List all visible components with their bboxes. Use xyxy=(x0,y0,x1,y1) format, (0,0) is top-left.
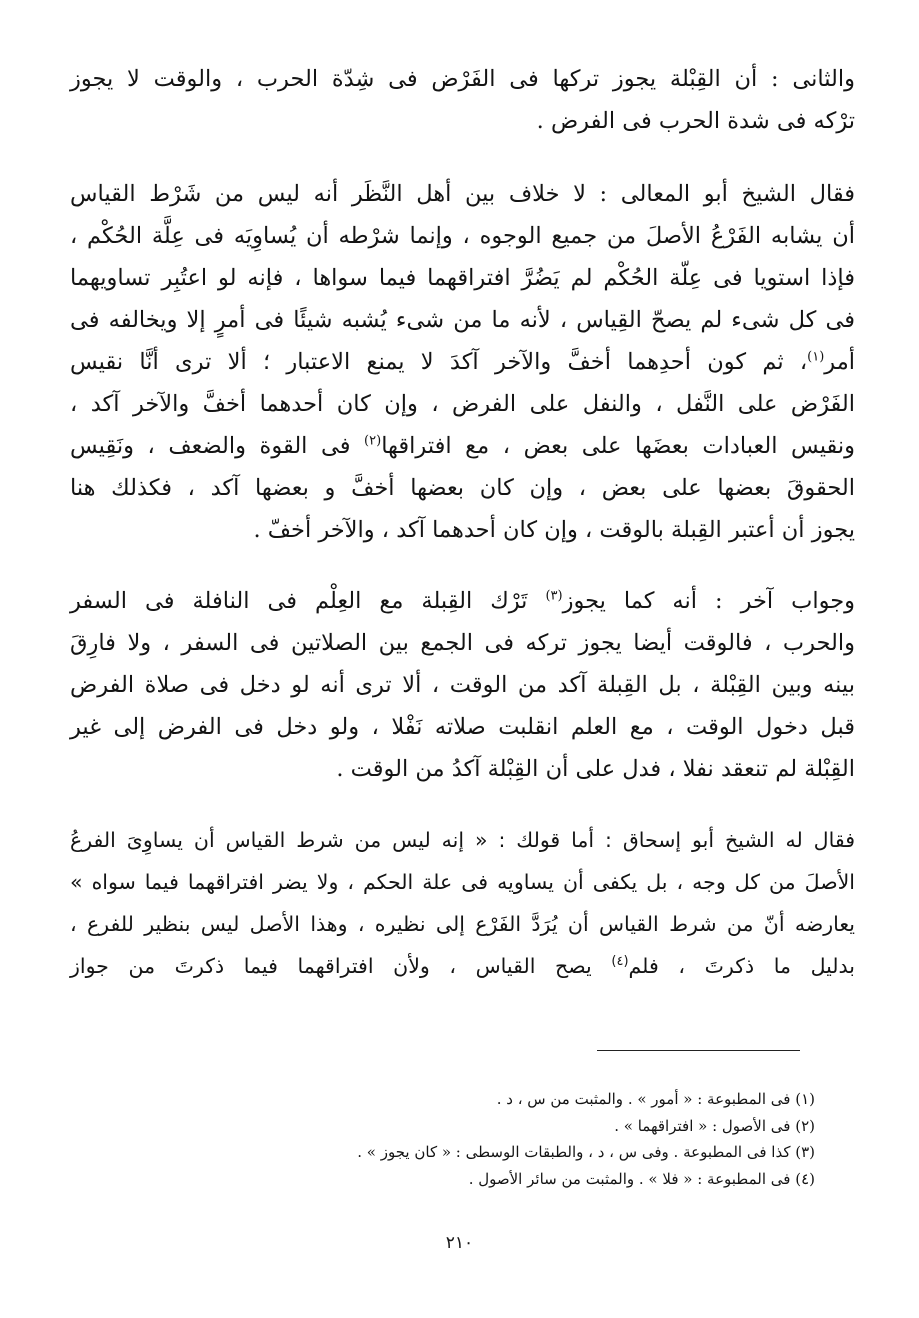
text-line: يجوز أن أعتبر القِبلة بالوقت ، وإن كان أحدهما آكد ، والآخر أخفّ . xyxy=(253,517,855,543)
paragraph-3 xyxy=(70,580,855,790)
text-segment: وجواب آخر : أنه كما يجوز$^{(٣)}$ تَرْك القِبلة مع العِلْم فى النافلة فى السفر xyxy=(70,588,855,614)
text-line: فى كل شىء لم يصحّ القِياس ، لأنه ما من شىء يُشبه شيئًا فى أمرٍ إلا ويخالفه فى xyxy=(70,307,855,333)
footnote-1: (١) فى المطبوعة : « أمور » . والمثبت من س ، د . xyxy=(496,1090,815,1108)
paragraph-1 xyxy=(70,58,855,142)
paragraph-4 xyxy=(70,819,855,987)
text-line: الأصلَ من كل وجه ، بل يكفى أن يساويه فى علة الحكم ، ولا يضر افتراقهما فيما سواه » xyxy=(70,870,855,894)
text-line-with-footnote-2 xyxy=(70,425,855,467)
footnote-4: (٤) فى المطبوعة : « فلا » . والمثبت من سائر الأصول . xyxy=(468,1169,815,1188)
page-number: ٢١٠ xyxy=(445,1233,474,1253)
text-line: بينه وبين القِبْلة ، بل القِبلة آكد من الوقت ، ألا ترى أنه لو دخل فى صلاة الفرض xyxy=(70,672,855,698)
footnote-ref-2: (٢) xyxy=(364,433,382,449)
text-line: فقال الشيخ أبو المعالى : لا خلاف بين أهل النَّظَر أنه ليس من شَرْط القياس xyxy=(70,181,855,207)
text-segment: بدليل ما ذكرتَ ، فلم$^{(٤)}$ يصح القياس ، ولأن افتراقهما فيما ذكرتَ من جواز xyxy=(70,954,856,978)
text-line: والحرب ، فالوقت أيضا يجوز تركه فى الجمع بين الصلاتين فى السفر ، ولا فارِقَ xyxy=(70,630,855,656)
text-segment: ونقيس العبادات بعضَها على بعض ، مع افتراقها$^{(٢)}$ فى القوة والضعف ، ونَقِيس xyxy=(70,433,855,459)
text-line: فإذا استويا فى عِلّة الحُكْم لم يَضُرَّ افتراقهما فيما سواها ، فإنه لو اعتُبِر تساويهما xyxy=(70,265,855,291)
text-line: ترْكه فى شدة الحرب فى الفرض . xyxy=(536,108,855,134)
footnotes xyxy=(70,1086,815,1192)
text-line: الفَرْض على النَّفل ، والنفل على الفرض ، وإن كان أحدهما أخفَّ والآخر آكد ، xyxy=(70,391,855,417)
text-line-with-footnote-4 xyxy=(70,945,855,987)
text-line-with-footnote-1 xyxy=(70,341,855,383)
text-line: القِبْلة لم تنعقد نفلا ، فدل على أن القِبْلة آكدُ من الوقت . xyxy=(336,756,855,782)
footnote-2: (٢) فى الأصول : « افتراقهما » . xyxy=(614,1116,815,1135)
footnote-3: (٣) كذا فى المطبوعة . وفى س ، د ، والطبقات الوسطى : « كان يجوز » . xyxy=(357,1143,815,1161)
footnote-ref-1: (١) xyxy=(807,349,825,365)
text-segment: أمر$^{(١)}$، ثم كون أحدِهما أخفَّ والآخر آكدَ لا يمنع الاعتبار ؛ ألا ترى أنَّا نقيس xyxy=(70,349,855,375)
footnote-ref-4: (٤) xyxy=(611,954,629,970)
text-line: يعارضه أنّ من شرط القياس أن يُرَدَّ الفَرْع إلى نظيره ، وهذا الأصل ليس بنظير للفرع ، xyxy=(70,912,855,936)
text-line: والثانى : أن القِبْلة يجوز تركها فى الفَرْض فى شِدّة الحرب ، والوقت لا يجوز xyxy=(70,66,855,92)
text-line: الحقوقَ بعضها على بعض ، وإن كان بعضها أخفَّ و بعضها آكد ، فكذلك هنا xyxy=(70,475,855,501)
text-line: قبل دخول الوقت ، مع العلم انقلبت صلاته نَفْلا ، ولو دخل فى الفرض إلى غير xyxy=(70,714,855,740)
text-line: فقال له الشيخ أبو إسحاق : أما قولك : « إنه ليس من شرط القياس أن يساوِىَ الفرعُ xyxy=(70,828,855,852)
footnote-separator xyxy=(597,1050,800,1051)
text-line: أن يشابه الفَرْعُ الأصلَ من جميع الوجوه ، وإنما شرْطه أن يُساوِيَه فى عِلَّة الحُكْم ، xyxy=(70,223,855,249)
footnote-ref-3: (٣) xyxy=(545,588,563,604)
text-line-with-footnote-3 xyxy=(70,580,855,622)
paragraph-2 xyxy=(70,173,855,551)
page-body xyxy=(70,58,855,987)
